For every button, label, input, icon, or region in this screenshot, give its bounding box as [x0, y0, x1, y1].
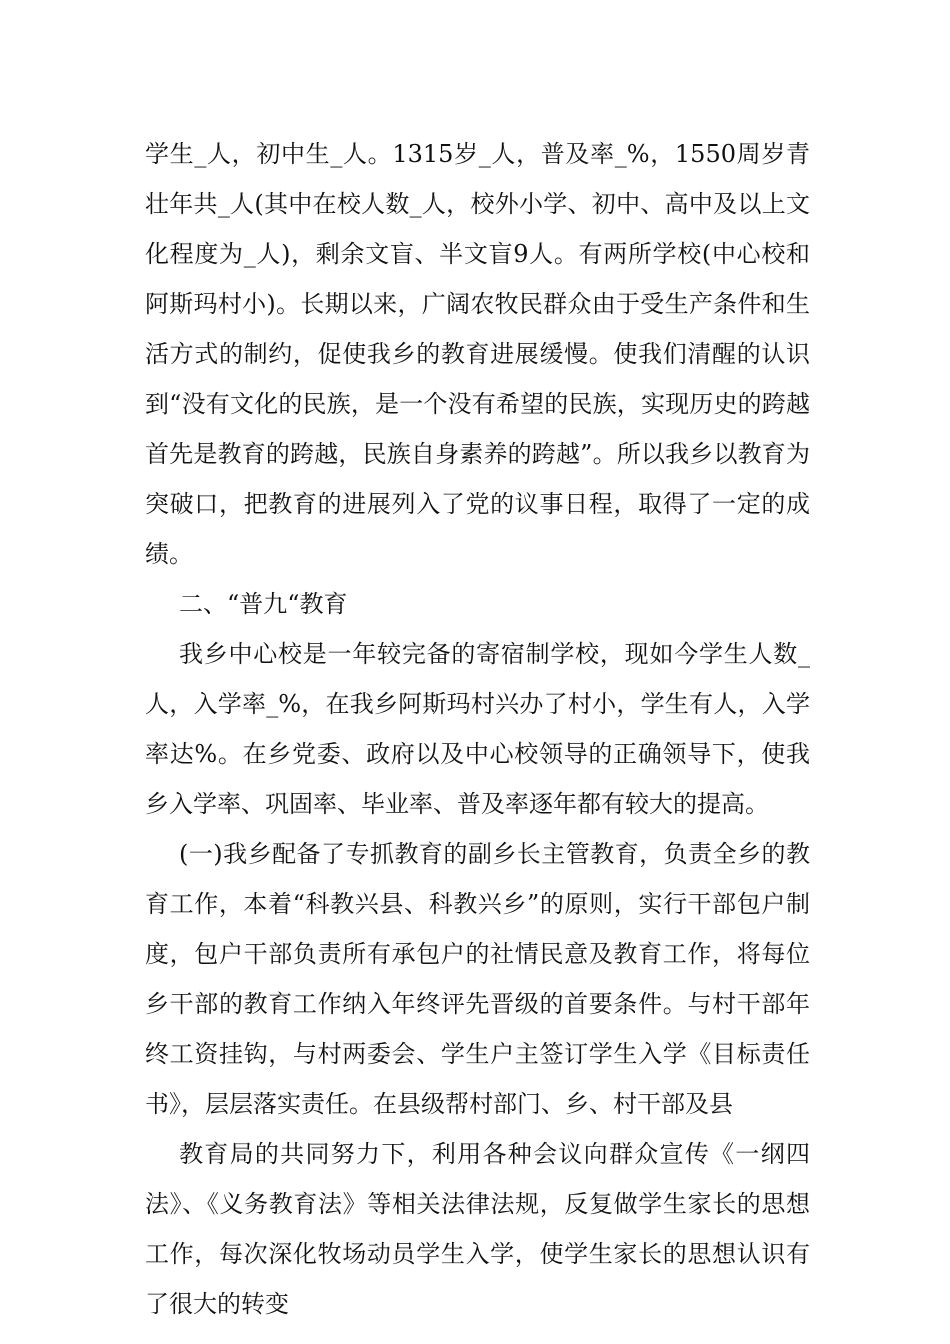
document-body [145, 129, 810, 1329]
paragraph-central-school: 我乡中心校是一年较完备的寄宿制学校，现如今学生人数_人，入学率_%，在我乡阿斯玛村兴办了村小，学生有人，入学率达%。在乡党委、政府以及中心校领导的正确领导下，使我乡入学率、巩固率、毕业率、普及率逐年都有较大的提高。 [145, 640, 810, 818]
paragraph-education-bureau: 教育局的共同努力下，利用各种会议向群众宣传《一纲四法》、《义务教育法》等相关法律法规，反复做学生家长的思想工作，每次深化牧场动员学生入学，使学生家长的思想认识有了很大的转变 [145, 1140, 810, 1318]
paragraph-item-one: (一)我乡配备了专抓教育的副乡长主管教育，负责全乡的教育工作，本着“科教兴县、科教兴乡”的原则，实行干部包户制度，包户干部负责所有承包户的社情民意及教育工作，将每位乡干部的教育工作纳入年终评先晋级的首要条件。与村干部年终工资挂钩，与村两委会、学生户主签订学生入学《目标责任书》，层层落实责任。在县级帮村部门、乡、村干部及县 [145, 840, 810, 1118]
section-heading: 二、“普九“教育 [179, 590, 348, 618]
paragraph-continued: 学生_人，初中生_人。1315岁_人，普及率_%，1550周岁青壮年共_人(其中在校人数_人，校外小学、初中、高中及以上文化程度为_人)，剩余文盲、半文盲9人。有两所学校(中心校和阿斯玛村小)。长期以来，广阔农牧民群众由于受生产条件和生活方式的制约，促使我乡的教育进展缓慢。使我们清醒的认识到“没有文化的民族，是一个没有希望的民族，实现历史的跨越首先是教育的跨越，民族自身素养的跨越”。所以我乡以教育为突破口，把教育的进展列入了党的议事日程，取得了一定的成绩。 [145, 140, 810, 568]
